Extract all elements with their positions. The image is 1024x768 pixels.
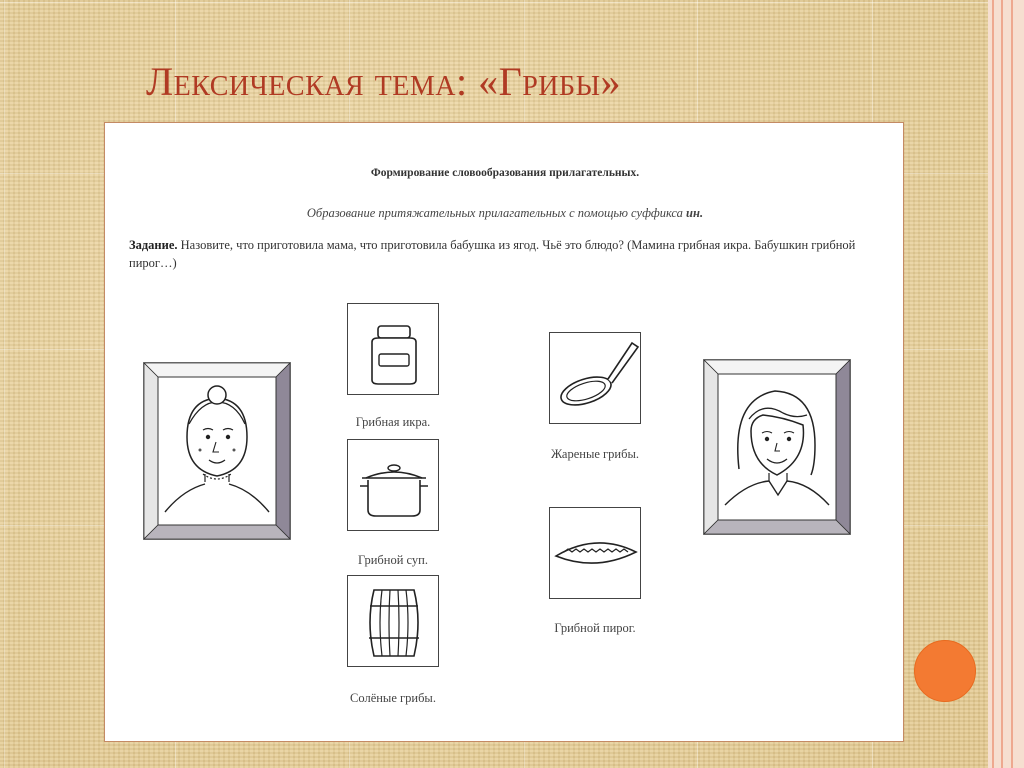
task-body: Назовите, что приготовила мама, что приготовила бабушка из ягод. Чьё это блюдо? (Мамина грибная икра. Бабушкин грибной пирог…) (129, 238, 856, 270)
worksheet-subheading (105, 206, 905, 221)
task-text (129, 236, 879, 272)
right-stripe (1011, 0, 1013, 768)
food-label-frying-pan: Жареные грибы. (551, 447, 639, 461)
grid-line (0, 2, 990, 3)
pot-icon (348, 440, 440, 532)
grandmother-portrait (143, 362, 291, 540)
pie-icon (550, 508, 642, 600)
food-box-jar (347, 303, 439, 395)
food-box-pie (549, 507, 641, 599)
task-label: Задание. (129, 238, 178, 252)
subheading-text: Образование притяжательных прилагательных с помощью суффикса (306, 206, 687, 220)
food-box-frying-pan (549, 332, 641, 424)
barrel-icon (348, 576, 440, 668)
frying-pan-icon (550, 333, 642, 425)
food-label-barrel: Солёные грибы. (350, 691, 436, 705)
worksheet-image (104, 122, 904, 742)
food-box-pot (347, 439, 439, 531)
food-box-barrel (347, 575, 439, 667)
jar-icon (348, 304, 440, 396)
food-label-pie: Грибной пирог. (554, 621, 636, 635)
slide-title: Лексическая тема: «Грибы» (146, 59, 622, 104)
right-stripe (1001, 0, 1003, 768)
mother-portrait (703, 359, 851, 535)
food-label-pot: Грибной суп. (358, 553, 428, 567)
food-label-jar: Грибная икра. (355, 415, 431, 429)
worksheet-heading: Формирование словообразования прилагательных. (370, 167, 640, 179)
right-stripe (992, 0, 994, 768)
suffix-text: ин. (686, 206, 704, 220)
decorative-orange-circle (914, 640, 976, 702)
grid-line (4, 0, 5, 768)
